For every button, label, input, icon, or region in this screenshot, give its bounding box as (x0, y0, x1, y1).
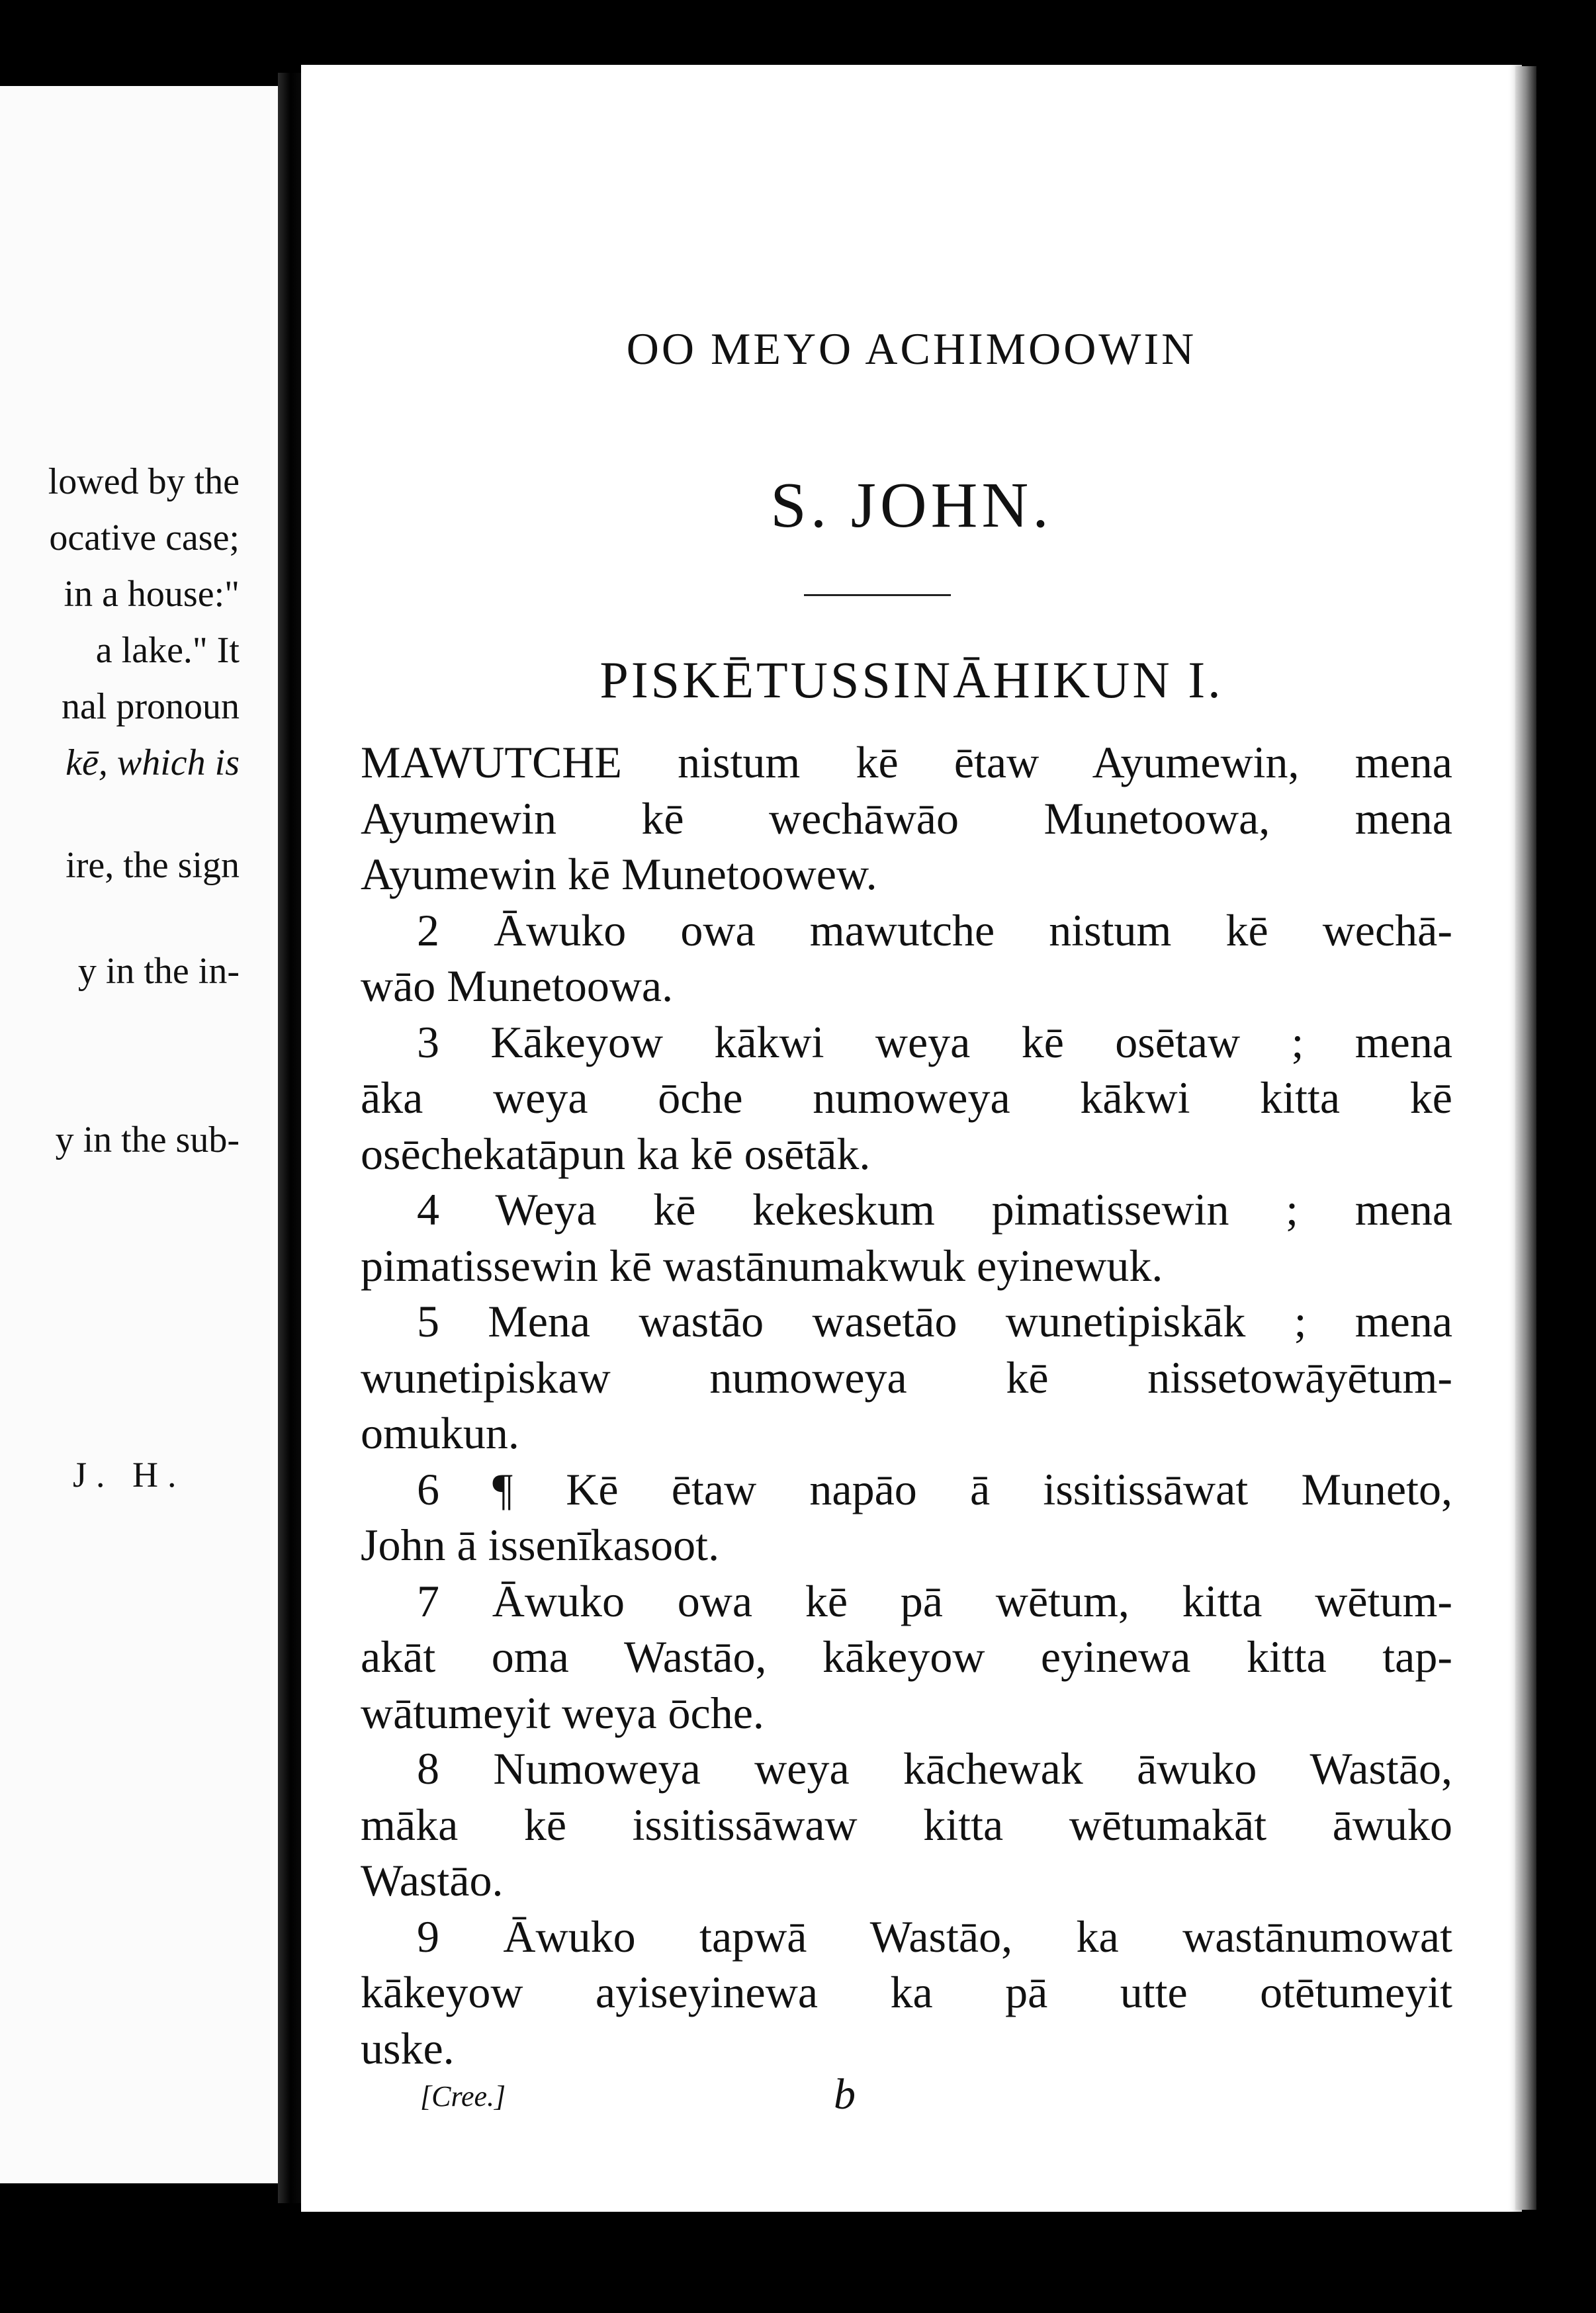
title-rule (804, 594, 951, 596)
text-line: Ayumewin kē Munetoowew. (361, 849, 877, 899)
chapter-title: PISKĒTUSSINĀHIKUN I. (599, 651, 1223, 709)
text-line: 2 Āwuko owa mawutche nistum kē wechā- (417, 905, 1452, 955)
left-page-line: nal pronoun (61, 686, 240, 727)
left-page-line: lowed by the (48, 461, 240, 502)
text-line: Ayumewin kē wechāwāo Munetoowa, mena (361, 793, 1452, 844)
text-line: 4 Weya kē kekeskum pimatissewin ; mena (417, 1184, 1452, 1235)
text-line: omukun. (361, 1408, 519, 1458)
text-line: 5 Mena wastāo wasetāo wunetipiskāk ; mena (417, 1296, 1452, 1346)
text-line: Wastāo. (361, 1855, 504, 1905)
text-line: pimatissewin kē wastānumakwuk eyinewuk. (361, 1241, 1163, 1291)
left-page-line: in a house:" (64, 574, 240, 615)
left-page-line: y in the sub- (55, 1119, 240, 1160)
left-page-line: ocative case; (49, 517, 240, 558)
page-edge (1515, 66, 1536, 2210)
text-line: osēchekatāpun ka kē osētāk. (361, 1129, 871, 1179)
right-page (301, 65, 1522, 2212)
text-line: kākeyow ayiseyinewa ka pā utte otētumeyit (361, 1967, 1452, 2017)
text-line: uske. (361, 2023, 455, 2073)
left-page-line: a lake." It (95, 630, 240, 671)
book-title: S. JOHN. (770, 470, 1053, 541)
text-line: 8 Numoweya weya kāchewak āwuko Wastāo, (417, 1743, 1452, 1794)
text-line: āka weya ōche numoweya kākwi kitta kē (361, 1072, 1452, 1123)
sheet-letter: b (834, 2070, 856, 2118)
text-line: John ā issenīkasoot. (361, 1520, 720, 1570)
text-line: 9 Āwuko tapwā Wastāo, ka wastānumowat (417, 1911, 1452, 1962)
text-line: MAWUTCHE nistum kē ētaw Ayumewin, mena (361, 737, 1452, 787)
left-page-line: y in the in- (77, 951, 240, 992)
text-line: wātumeyit weya ōche. (361, 1688, 764, 1738)
signature-mark: [Cree.] (420, 2080, 506, 2113)
text-line: 3 Kākeyow kākwi weya kē osētaw ; mena (417, 1017, 1452, 1067)
left-page-signature: J. H. (73, 1455, 186, 1495)
text-line: 7 Āwuko owa kē pā wētum, kitta wētum- (417, 1576, 1452, 1626)
text-line: 6 ¶ Kē ētaw napāo ā issitissāwat Muneto, (417, 1464, 1452, 1514)
text-line: wunetipiskaw numoweya kē nissetowāyētum- (361, 1352, 1452, 1403)
running-title: OO MEYO ACHIMOOWIN (626, 324, 1197, 374)
left-page-line: ire, the sign (66, 845, 240, 886)
text-line: wāo Munetoowa. (361, 961, 674, 1011)
text-line: akāt oma Wastāo, kākeyow eyinewa kitta tap- (361, 1632, 1452, 1682)
left-page-line: kē, which is (66, 742, 240, 783)
text-line: māka kē issitissāwaw kitta wētumakāt āwuko (361, 1800, 1452, 1850)
left-facing-page (0, 86, 278, 2183)
